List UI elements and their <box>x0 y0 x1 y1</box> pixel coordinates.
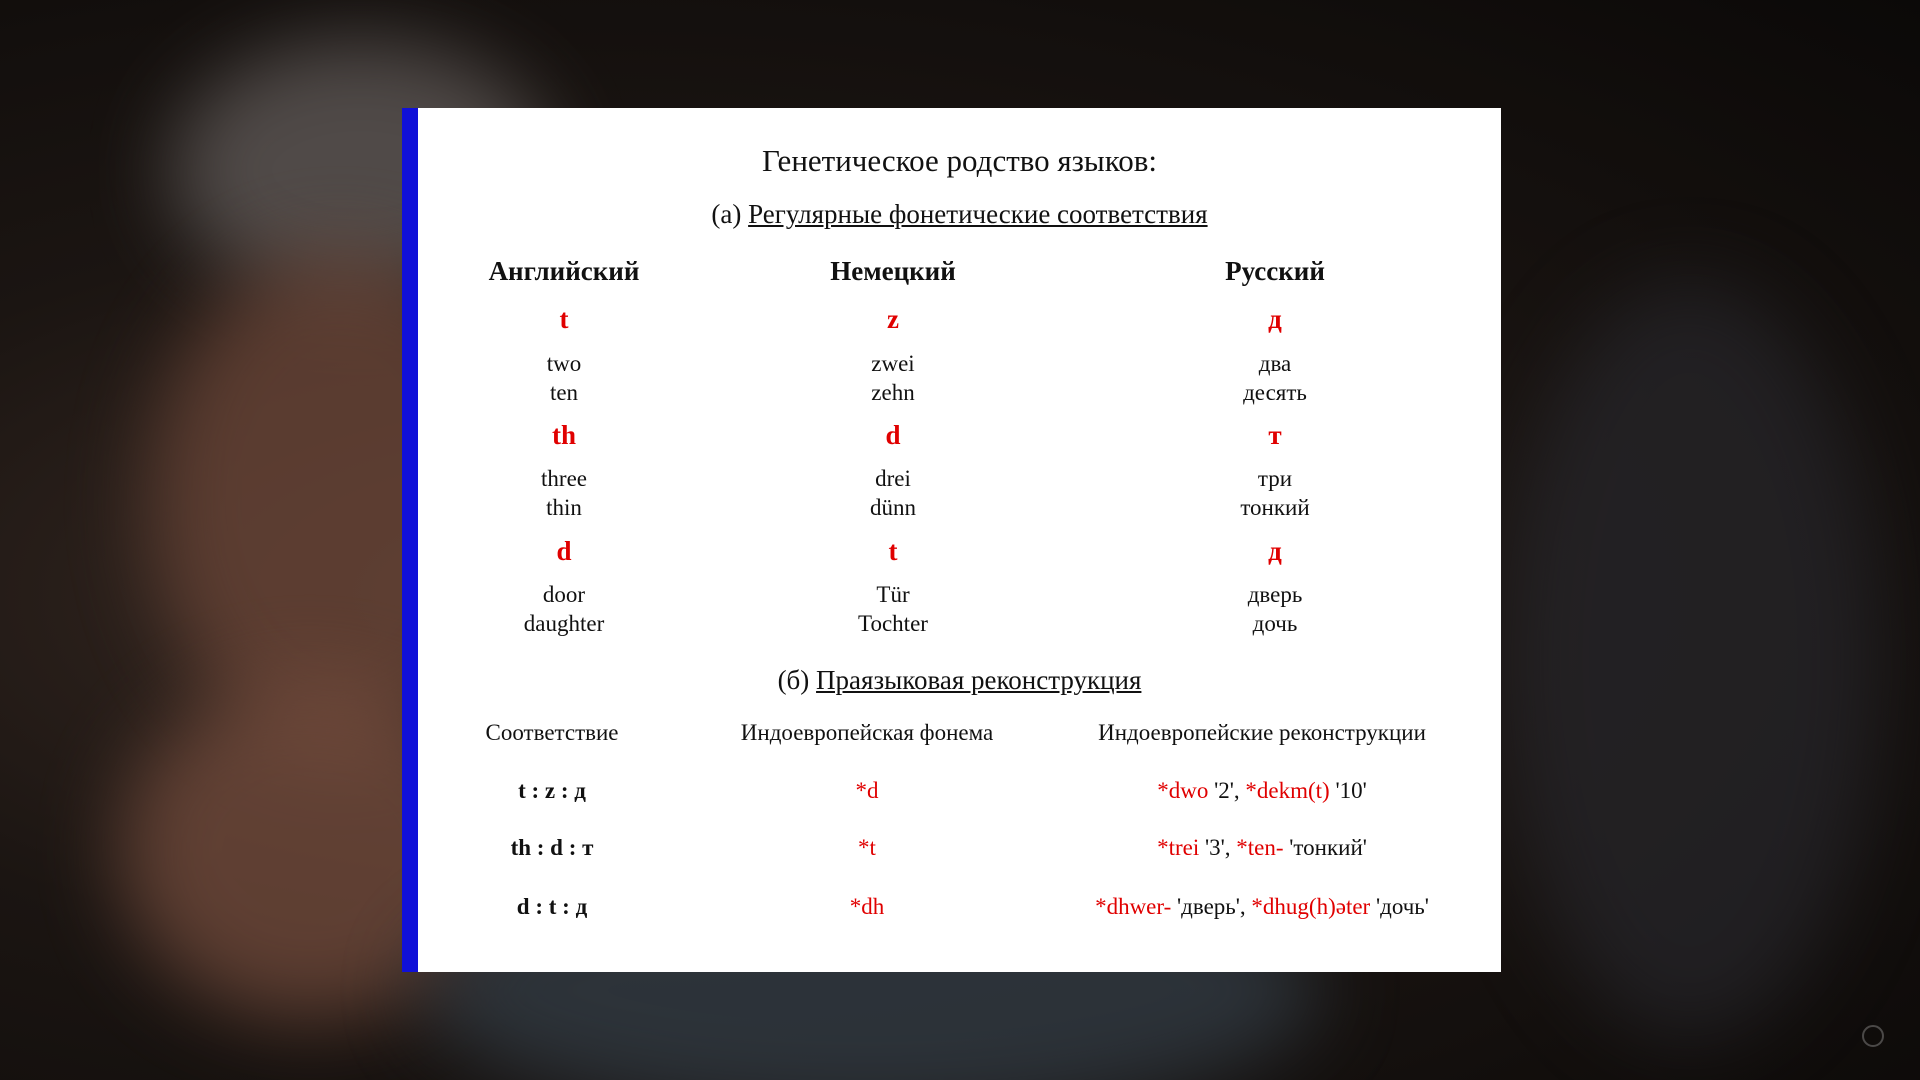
section-b-title: Праязыковая реконструкция <box>816 665 1142 695</box>
example-word: thin <box>546 495 582 520</box>
example-word: zwei <box>871 351 915 376</box>
sound-correspondence: th <box>551 420 576 450</box>
example-word: дверь <box>1247 582 1303 607</box>
gloss: '3', <box>1199 835 1237 860</box>
correspondence-cell: th : d : т <box>510 835 594 860</box>
example-word: Tür <box>876 582 910 607</box>
example-word: дочь <box>1252 611 1298 636</box>
example-word: drei <box>875 466 911 491</box>
reconstructed-form: *dekm(t) <box>1245 778 1330 803</box>
example-word: dünn <box>870 495 916 520</box>
gloss: '2', <box>1208 778 1246 803</box>
reconstructed-form: *dhwer- <box>1095 894 1172 919</box>
example-word: два <box>1258 351 1292 376</box>
reconstructed-form: *dwo <box>1157 778 1209 803</box>
example-word: три <box>1257 466 1293 491</box>
section-b-heading <box>418 665 1501 696</box>
section-a-prefix: (а) <box>711 199 749 229</box>
phoneme-cell: *t <box>858 835 876 860</box>
reconstruction-cell <box>1042 778 1482 804</box>
gloss: 'дочь' <box>1370 894 1429 919</box>
slide <box>402 108 1501 972</box>
reconstruction-cell <box>1042 894 1482 920</box>
language-name: Английский <box>488 256 640 286</box>
sound-correspondence: z <box>887 304 899 334</box>
section-b-prefix: (б) <box>777 665 817 695</box>
reconstruction-cell <box>1042 835 1482 861</box>
sound-correspondence: т <box>1268 420 1282 450</box>
sound-correspondence: d <box>885 420 901 450</box>
example-word: daughter <box>523 611 605 636</box>
background-right-shape <box>1500 280 1880 1040</box>
table-header-correspondence: Соответствие <box>485 720 619 745</box>
example-word: two <box>546 351 582 376</box>
table-header-phoneme: Индоевропейская фонема <box>740 720 994 745</box>
language-name: Немецкий <box>830 256 956 286</box>
example-word: three <box>541 466 587 491</box>
example-word: ten <box>549 380 579 405</box>
sound-correspondence: t <box>559 304 569 334</box>
sound-correspondence: d <box>556 536 572 566</box>
reconstructed-form: *ten- <box>1236 835 1284 860</box>
example-word: zehn <box>871 380 915 405</box>
example-word: Tochter <box>858 611 928 636</box>
section-a-title: Регулярные фонетические соответствия <box>748 199 1208 229</box>
gloss: 'дверь', <box>1171 894 1252 919</box>
slide-title: Генетическое родство языков: <box>762 143 1157 178</box>
example-word: door <box>542 582 586 607</box>
language-name: Русский <box>1225 256 1325 286</box>
correspondence-cell: d : t : д <box>516 894 588 919</box>
example-word: десять <box>1243 380 1307 405</box>
phoneme-cell: *dh <box>849 894 885 919</box>
gloss: '10' <box>1329 778 1367 803</box>
section-a-heading <box>418 199 1501 230</box>
correspondence-cell: t : z : д <box>518 778 586 803</box>
example-word: тонкий <box>1240 495 1310 520</box>
reconstructed-form: *trei <box>1157 835 1200 860</box>
gloss: 'тонкий' <box>1283 835 1367 860</box>
sound-correspondence: t <box>888 536 898 566</box>
sound-correspondence: д <box>1268 536 1282 566</box>
table-header-reconstructions: Индоевропейские реконструкции <box>1098 720 1426 745</box>
sound-correspondence: д <box>1268 304 1282 334</box>
channel-watermark-icon <box>1862 1025 1884 1047</box>
reconstructed-form: *dhug(h)əter <box>1251 894 1371 919</box>
phoneme-cell: *d <box>855 778 879 803</box>
